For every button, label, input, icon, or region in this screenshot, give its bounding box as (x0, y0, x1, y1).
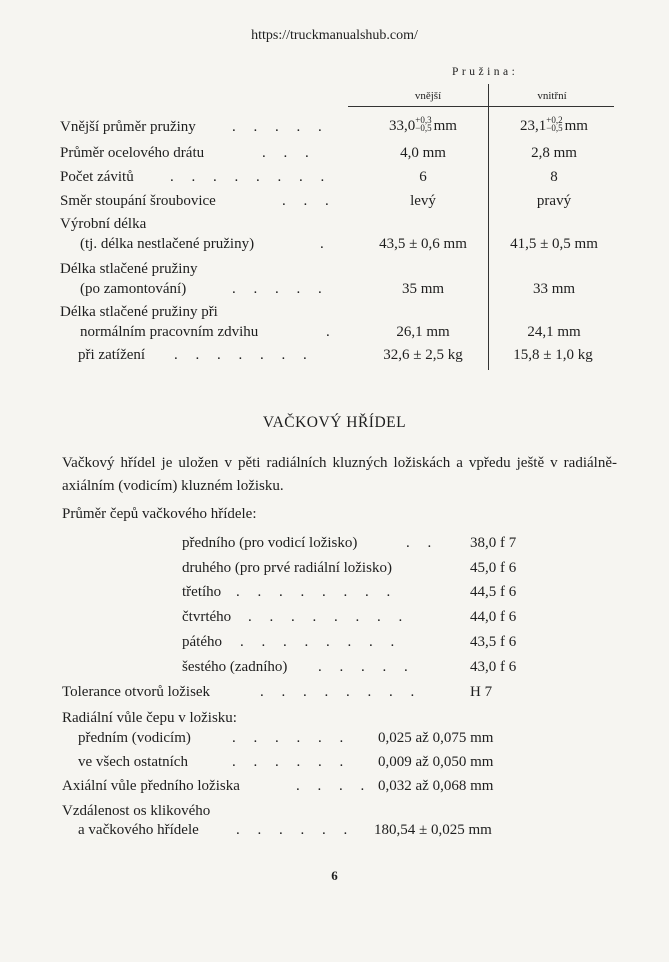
tolerance: +0,2 −0,5 (546, 115, 563, 133)
leader-dots: . . . . (296, 778, 372, 794)
wire-diameter-inner: 2,8 mm (531, 145, 577, 161)
journal-label: šestého (zadního) (182, 659, 288, 675)
spring-row-label-cont: (tj. délka nestlačené pružiny) (80, 236, 255, 252)
leader-dots: . . . . . . . . (260, 684, 422, 700)
spring-row-label: Délka stlačené pružiny při (60, 304, 218, 320)
spec-value: 180,54 ± 0,025 mm (374, 822, 492, 838)
coil-count-outer: 6 (419, 169, 427, 185)
leader-dots: . . . . . . . . (240, 634, 402, 650)
spring-row-label-cont: (po zamontování) (80, 281, 187, 297)
leader-dots: . . . . . (232, 281, 329, 297)
spring-row-label: Průměr ocelového drátu (60, 145, 205, 161)
helix-direction-outer: levý (410, 193, 436, 209)
installed-length-outer: 35 mm (401, 281, 445, 297)
journal-value: 38,0 f 7 (470, 535, 517, 551)
leader-dots: . . . . . . . (174, 347, 314, 363)
leader-dots: . . . . . (232, 119, 329, 135)
spring-row-label: Počet závitů (60, 169, 134, 185)
load-outer: 32,6 ± 2,5 kg (383, 347, 463, 363)
spring-row-label: Délka stlačené pružiny (60, 261, 198, 277)
load-inner: 15,8 ± 1,0 kg (513, 347, 593, 363)
free-length-outer: 43,5 ± 0,6 mm (379, 236, 467, 252)
spec-label: Tolerance otvorů ložisek (62, 684, 211, 700)
journal-label: třetího (182, 584, 222, 600)
helix-direction-inner: pravý (536, 193, 572, 209)
column-header-outer: vnější (414, 90, 442, 102)
spec-label: Axiální vůle předního ložiska (62, 778, 240, 794)
leader-dots: . . (406, 535, 439, 551)
spec-value: 0,032 až 0,068 mm (378, 778, 494, 794)
spring-row-label: Směr stoupání šroubovice (60, 193, 216, 209)
leader-dots: . . . (262, 145, 316, 161)
spec-value: 0,009 až 0,050 mm (378, 754, 494, 770)
coil-count-inner: 8 (550, 169, 558, 185)
journal-value: 43,0 f 6 (470, 659, 517, 675)
leader-dots: . (326, 324, 337, 340)
spec-label: a vačkového hřídele (78, 822, 199, 838)
spring-outer-diameter-inner: 23,1 +0,2 −0,5 mm (520, 115, 588, 134)
installed-length-inner: 33 mm (532, 281, 576, 297)
spring-table-title: Pružina: (452, 66, 519, 78)
journal-label: pátého (182, 634, 222, 650)
leader-dots: . . . . . . . . (236, 584, 398, 600)
spec-label: Vzdálenost os klikového (62, 803, 211, 819)
leader-dots: . . . (282, 193, 336, 209)
journal-heading: Průměr čepů vačkového hřídele: (62, 506, 257, 522)
column-header-inner: vnitřní (537, 90, 567, 102)
working-length-inner: 24,1 mm (527, 324, 581, 340)
wire-diameter-outer: 4,0 mm (400, 145, 446, 161)
spec-label: ve všech ostatních (78, 754, 188, 770)
spec-label: předním (vodicím) (78, 730, 191, 746)
leader-dots: . . . . . . (232, 730, 351, 746)
leader-dots: . . . . . . . . (248, 609, 410, 625)
journal-value: 44,5 f 6 (470, 584, 517, 600)
free-length-inner: 41,5 ± 0,5 mm (510, 236, 598, 252)
tolerance: +0,3 −0,5 (415, 115, 432, 133)
leader-dots: . . . . . . . . (170, 169, 332, 185)
spec-value: H 7 (470, 684, 493, 700)
spec-value: 0,025 až 0,075 mm (378, 730, 494, 746)
journal-value: 43,5 f 6 (470, 634, 517, 650)
spring-row-label: při zatížení (78, 347, 146, 363)
source-url: https://truckmanualshub.com/ (251, 28, 418, 43)
journal-label: předního (pro vodicí ložisko) (182, 535, 358, 551)
journal-value: 44,0 f 6 (470, 609, 517, 625)
journal-value: 45,0 f 6 (470, 560, 517, 576)
leader-dots: . (320, 236, 331, 252)
spring-row-label: Vnější průměr pružiny (60, 119, 196, 135)
leader-dots: . . . . . . (236, 822, 355, 838)
journal-label: druhého (pro prvé radiální ložisko) (182, 560, 392, 576)
working-length-outer: 26,1 mm (396, 324, 450, 340)
page-number: 6 (331, 868, 338, 883)
leader-dots: . . . . . . (232, 754, 351, 770)
header-rule (348, 106, 614, 107)
intro-paragraph: Vačkový hřídel je uložen v pěti radiálních kluzných ložiskách a vpředu ještě v radiálně-axiálním (vodicím) kluzném ložisku. (62, 455, 617, 494)
spring-row-label-cont: normálním pracovním zdvihu (80, 324, 259, 340)
column-divider (488, 84, 489, 370)
section-title: VAČKOVÝ HŘÍDEL (262, 414, 407, 431)
journal-label: čtvrtého (182, 609, 232, 625)
leader-dots: . . . . . (318, 659, 415, 675)
spring-outer-diameter-outer: 33,0 +0,3 −0,5 mm (389, 115, 457, 134)
spec-label: Radiální vůle čepu v ložisku: (62, 710, 237, 726)
spring-row-label: Výrobní délka (60, 216, 147, 232)
